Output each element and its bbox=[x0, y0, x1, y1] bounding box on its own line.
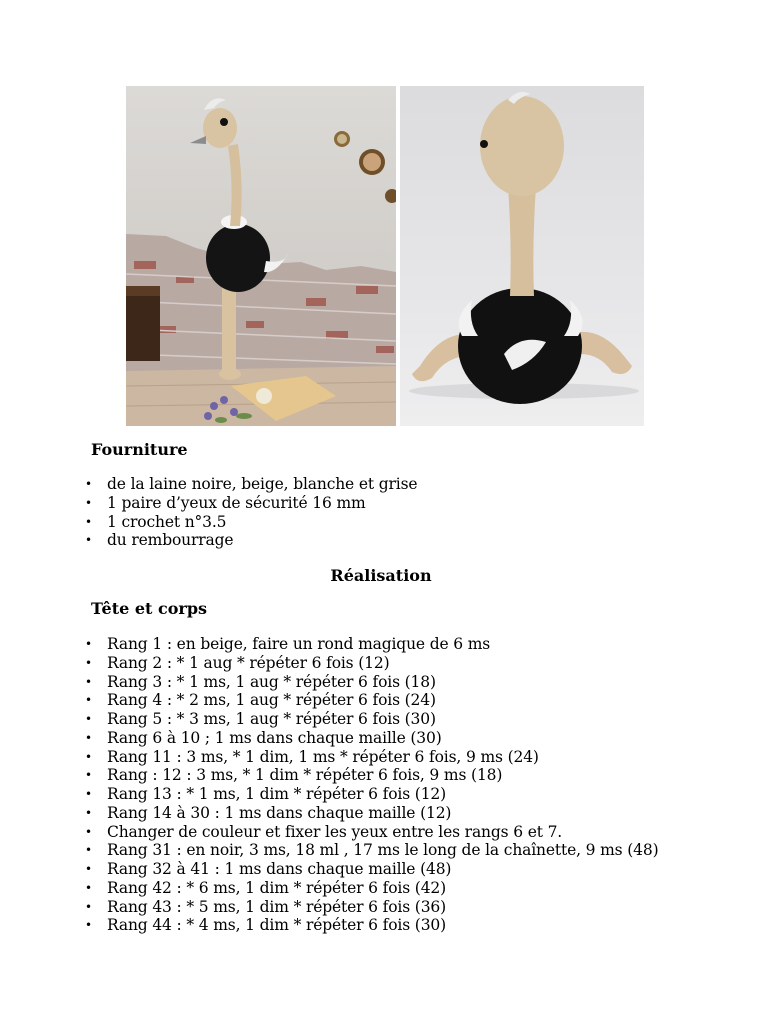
list-item: • Rang 42 : * 6 ms, 1 dim * répéter 6 fois (42) bbox=[107, 879, 659, 898]
list-item: • Rang 14 à 30 : 1 ms dans chaque maille (12) bbox=[107, 804, 659, 823]
list-item: • Rang 43 : * 5 ms, 1 dim * répéter 6 fois (36) bbox=[107, 898, 659, 917]
photo-ostrich-back bbox=[400, 86, 644, 426]
list-item: • Rang 1 : en beige, faire un rond magique de 6 ms bbox=[107, 635, 659, 654]
section-title-realisation: Réalisation bbox=[330, 566, 432, 585]
list-item: • Rang 6 à 10 ; 1 ms dans chaque maille (30) bbox=[107, 729, 659, 748]
list-item: • Changer de couleur et fixer les yeux entre les rangs 6 et 7. bbox=[107, 823, 659, 842]
list-item: • Rang 11 : 3 ms, * 1 dim, 1 ms * répéter 6 fois, 9 ms (24) bbox=[107, 748, 659, 767]
list-item: • Rang 3 : * 1 ms, 1 aug * répéter 6 fois (18) bbox=[107, 673, 659, 692]
list-item: • Rang 32 à 41 : 1 ms dans chaque maille (48) bbox=[107, 860, 659, 879]
section-title-fourniture: Fourniture bbox=[91, 440, 188, 459]
list-item: • Rang 5 : * 3 ms, 1 aug * répéter 6 fois (30) bbox=[107, 710, 659, 729]
list-item: • Rang 31 : en noir, 3 ms, 18 ml , 17 ms le long de la chaînette, 9 ms (48) bbox=[107, 841, 659, 860]
list-item: • du rembourrage bbox=[107, 531, 417, 550]
list-item: • 1 paire d’yeux de sécurité 16 mm bbox=[107, 494, 417, 513]
photo-ostrich-side bbox=[126, 86, 396, 426]
list-item: • Rang 2 : * 1 aug * répéter 6 fois (12) bbox=[107, 654, 659, 673]
steps-list bbox=[107, 635, 659, 935]
list-item: • Rang 4 : * 2 ms, 1 aug * répéter 6 fois (24) bbox=[107, 691, 659, 710]
supplies-list bbox=[107, 475, 417, 550]
photo-gallery bbox=[126, 86, 644, 426]
list-item: • de la laine noire, beige, blanche et grise bbox=[107, 475, 417, 494]
list-item: • Rang 13 : * 1 ms, 1 dim * répéter 6 fois (12) bbox=[107, 785, 659, 804]
list-item: • 1 crochet n°3.5 bbox=[107, 513, 417, 532]
section-title-tete-corps: Tête et corps bbox=[91, 599, 208, 618]
list-item: • Rang 44 : * 4 ms, 1 dim * répéter 6 fois (30) bbox=[107, 916, 659, 935]
list-item: • Rang : 12 : 3 ms, * 1 dim * répéter 6 fois, 9 ms (18) bbox=[107, 766, 659, 785]
